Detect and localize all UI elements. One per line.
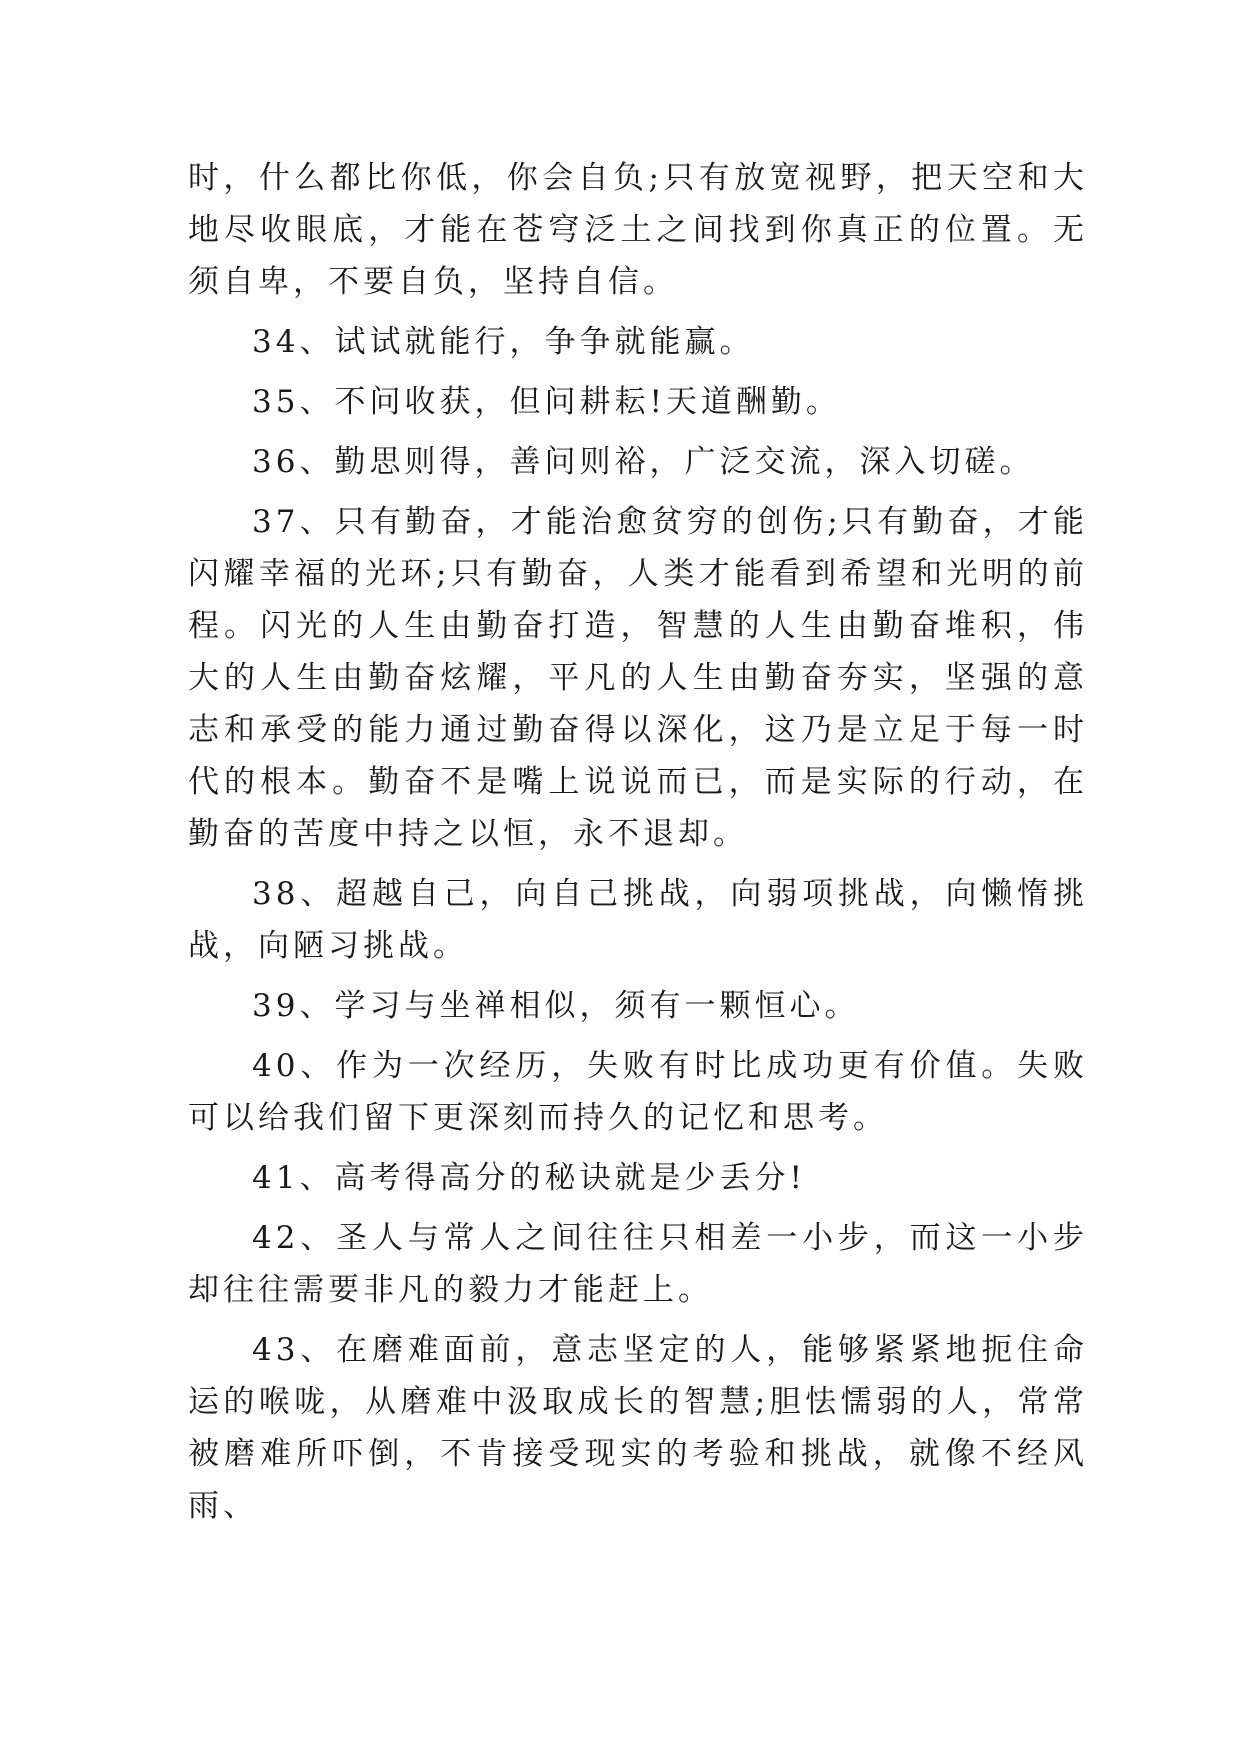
paragraph-43: 43、在磨难面前，意志坚定的人，能够紧紧地扼住命运的喉咙，从磨难中汲取成长的智慧;胆怯懦弱的人，常常被磨难所吓倒，不肯接受现实的考验和挑战，就像不经风雨、 bbox=[188, 1332, 1088, 1524]
paragraph-41: 41、高考得高分的秘诀就是少丢分! bbox=[252, 1160, 806, 1196]
paragraph-36: 36、勤思则得，善问则裕，广泛交流，深入切磋。 bbox=[252, 444, 1035, 480]
paragraph-continuation: 时，什么都比你低，你会自负;只有放宽视野，把天空和大地尽收眼底，才能在苍穹泛土之间找到你真正的位置。无须自卑，不要自负，坚持自信。 bbox=[188, 160, 1088, 300]
paragraph-39: 39、学习与坐禅相似，须有一颗恒心。 bbox=[252, 988, 860, 1024]
document-body bbox=[188, 152, 1088, 1540]
paragraph-34: 34、试试就能行，争争就能赢。 bbox=[252, 324, 755, 360]
paragraph-38: 38、超越自己，向自己挑战，向弱项挑战，向懒惰挑战，向陋习挑战。 bbox=[188, 876, 1088, 964]
paragraph-37: 37、只有勤奋，才能治愈贫穷的创伤;只有勤奋，才能闪耀幸福的光环;只有勤奋，人类才能看到希望和光明的前程。闪光的人生由勤奋打造，智慧的人生由勤奋堆积，伟大的人生由勤奋炫耀，平凡的人生由勤奋夯实，坚强的意志和承受的能力通过勤奋得以深化，这乃是立足于每一时代的根本。勤奋不是嘴上说说而已，而是实际的行动，在勤奋的苦度中持之以恒，永不退却。 bbox=[188, 504, 1088, 852]
paragraph-35: 35、不问收获，但问耕耘!天道酬勤。 bbox=[252, 384, 841, 420]
paragraph-42: 42、圣人与常人之间往往只相差一小步，而这一小步却往往需要非凡的毅力才能赶上。 bbox=[188, 1220, 1088, 1308]
paragraph-40: 40、作为一次经历，失败有时比成功更有价值。失败可以给我们留下更深刻而持久的记忆和思考。 bbox=[188, 1048, 1088, 1136]
